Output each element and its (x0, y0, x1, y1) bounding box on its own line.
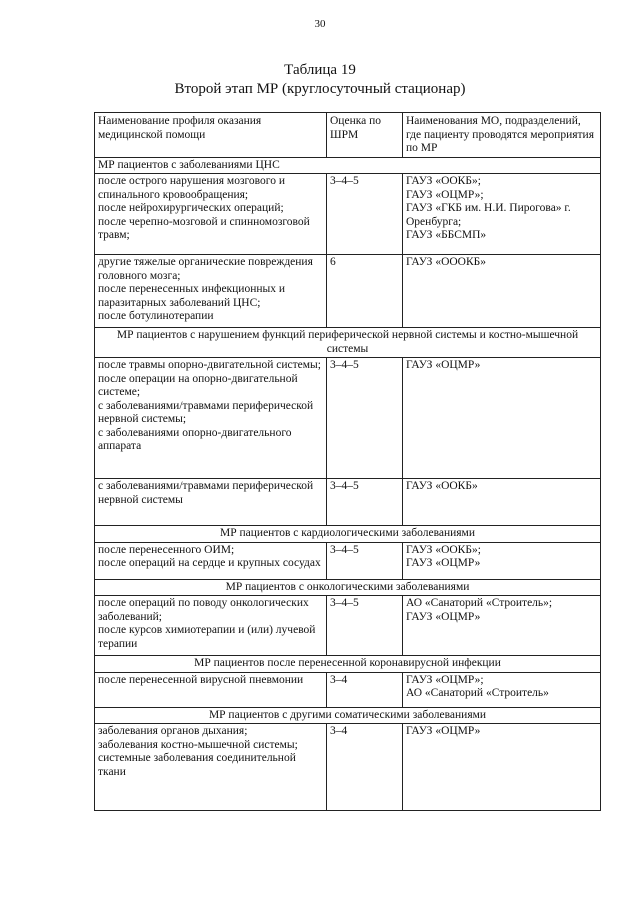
org-line: ГАУЗ «ОЦМР»; (406, 673, 484, 686)
orgs-cell (403, 174, 601, 255)
score-cell: 3–4–5 (327, 479, 403, 526)
org-line: ГАУЗ «ОЦМР» (406, 725, 481, 737)
score-cell: 3–4 (327, 672, 403, 707)
profile-line: заболевания костно-мышечной системы; (98, 738, 298, 751)
header-score: Оценка по ШРМ (327, 113, 403, 158)
table-caption: Второй этап МР (круглосуточный стационар) (174, 81, 466, 97)
section-title: МР пациентов после перенесенной коронавирусной инфекции (95, 656, 601, 673)
table-row (95, 542, 601, 579)
org-line: ГАУЗ «ГКБ им. Н.И. Пирогова» г. Оренбурга; (406, 202, 571, 228)
profile-line: с заболеваниями/травмами периферической нервной системы (98, 480, 314, 506)
profile-line: после черепно-мозговой и спинномозговой травм; (98, 215, 310, 241)
profile-line: после травмы опорно-двигательной системы; (98, 359, 321, 371)
profile-line: после перенесенного ОИМ; (98, 543, 235, 556)
table-row (95, 255, 601, 328)
profile-line: после острого нарушения мозгового и спинального кровообращения; (98, 175, 285, 201)
profile-cell (95, 596, 327, 656)
rehab-table (94, 112, 601, 811)
org-line: ГАУЗ «ОЦМР» (406, 557, 481, 569)
section-row (95, 707, 601, 724)
profile-cell (95, 724, 327, 811)
profile-line: после операции на опорно-двигательной системе; (98, 372, 298, 398)
org-line: ГАУЗ «ББСМП» (406, 229, 487, 241)
org-line: ГАУЗ «ООКБ»; (406, 543, 481, 556)
profile-line: заболевания органов дыхания; (98, 725, 248, 737)
profile-line: после перенесенных инфекционных и паразитарных заболеваний ЦНС; (98, 283, 286, 309)
profile-cell (95, 542, 327, 579)
profile-line: другие тяжелые органические повреждения головного мозга; (98, 256, 313, 282)
section-title: МР пациентов с кардиологическими заболеваниями (95, 526, 601, 543)
profile-cell (95, 174, 327, 255)
table-row (95, 724, 601, 811)
section-title: МР пациентов с заболеваниями ЦНС (95, 157, 601, 174)
profile-line: после перенесенной вирусной пневмонии (98, 673, 304, 686)
profile-cell (95, 672, 327, 707)
table-header-row (95, 113, 601, 158)
header-orgs: Наименования МО, подразделений, где пациенту проводятся мероприятия по МР (403, 113, 601, 158)
profile-cell (95, 255, 327, 328)
section-row (95, 328, 601, 358)
org-line: АО «Санаторий «Строитель» (406, 687, 549, 699)
score-cell: 3–4–5 (327, 358, 403, 479)
orgs-cell (403, 596, 601, 656)
table-row (95, 479, 601, 526)
org-line: АО «Санаторий «Строитель»; (406, 597, 553, 609)
header-profile: Наименование профиля оказания медицинской помощи (95, 113, 327, 158)
profile-line: после нейрохирургических операций; (98, 202, 284, 214)
section-row (95, 579, 601, 596)
section-row (95, 526, 601, 543)
orgs-cell (403, 479, 601, 526)
score-cell: 3–4–5 (327, 174, 403, 255)
profile-cell (95, 479, 327, 526)
orgs-cell (403, 255, 601, 328)
profile-line: после операций на сердце и крупных сосудах (98, 557, 321, 569)
org-line: ГАУЗ «ОЦМР»; (406, 188, 484, 201)
section-row (95, 157, 601, 174)
org-line: ГАУЗ «ООКБ» (406, 480, 478, 492)
page-number: 30 (314, 18, 326, 30)
orgs-cell (403, 358, 601, 479)
section-row (95, 656, 601, 673)
profile-line: после курсов химиотерапии и (или) лучевой терапии (98, 624, 316, 650)
org-line: ГАУЗ «ООКБ»; (406, 175, 481, 187)
table-row (95, 174, 601, 255)
profile-line: после ботулинотерапии (98, 310, 214, 322)
orgs-cell (403, 724, 601, 811)
table-row (95, 672, 601, 707)
profile-line: системные заболевания соединительной ткани (98, 752, 296, 778)
section-title: МР пациентов с другими соматическими заболеваниями (95, 707, 601, 724)
section-title: МР пациентов с нарушением функций периферической нервной системы и костно-мышечной системы (95, 328, 601, 358)
profile-cell (95, 358, 327, 479)
table-row (95, 358, 601, 479)
orgs-cell (403, 542, 601, 579)
org-line: ГАУЗ «ОООКБ» (406, 256, 487, 268)
org-line: ГАУЗ «ОЦМР» (406, 359, 481, 371)
section-title: МР пациентов с онкологическими заболеваниями (95, 579, 601, 596)
profile-line: после операций по поводу онкологических заболеваний; (98, 597, 309, 623)
profile-line: с заболеваниями опорно-двигательного аппарата (98, 426, 292, 452)
score-cell: 3–4–5 (327, 596, 403, 656)
score-cell: 3–4–5 (327, 542, 403, 579)
org-line: ГАУЗ «ОЦМР» (406, 610, 481, 623)
table-row (95, 596, 601, 656)
profile-line: с заболеваниями/травмами периферической нервной системы; (98, 399, 314, 425)
score-cell: 3–4 (327, 724, 403, 811)
score-cell: 6 (327, 255, 403, 328)
table-number: Таблица 19 (284, 62, 356, 78)
orgs-cell (403, 672, 601, 707)
